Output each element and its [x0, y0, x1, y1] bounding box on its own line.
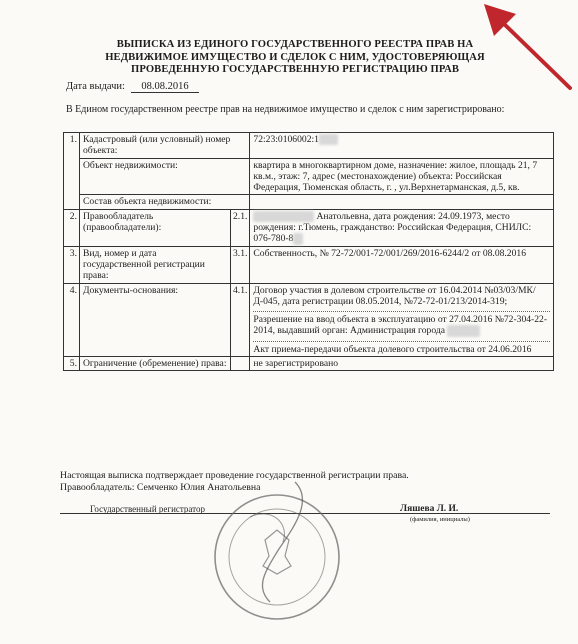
sub-number: 4.1.: [231, 283, 250, 356]
official-stamp-icon: [195, 462, 360, 627]
redaction-mark: 00: [293, 233, 303, 245]
composition-label: Состав объекта недвижимости:: [80, 195, 250, 209]
document-permit: Разрешение на ввод объекта в эксплуатацию от 27.04.2016 №72-304-22-2014, выдавший орган: Администрация города Тюмени: [253, 311, 550, 337]
document-title: [60, 39, 530, 77]
encumbrance-value: не зарегистрировано: [250, 357, 554, 371]
title-line-2: НЕДВИЖИМОЕ ИМУЩЕСТВО И СДЕЛОК С НИМ, УДОСТОВЕРЯЮЩАЯ: [105, 51, 485, 63]
documents-value: [250, 283, 554, 356]
row-number: 5.: [64, 357, 80, 371]
registrar-caption: (фамилия, инициалы): [410, 516, 470, 523]
table-row: [64, 246, 554, 283]
issue-date-label: Дата выдачи:: [66, 81, 125, 92]
red-arrow-icon: [470, 0, 578, 95]
row-number: 1.: [64, 133, 80, 210]
table-row: [64, 357, 554, 371]
table-row: [64, 209, 554, 246]
registry-table: [63, 132, 554, 371]
sub-number: 2.1.: [231, 209, 250, 246]
issue-date-value: 08.08.2016: [131, 81, 199, 93]
row-number: 2.: [64, 209, 80, 246]
table-row: [64, 133, 554, 159]
row-number: 4.: [64, 283, 80, 356]
composition-value: [250, 195, 554, 209]
intro-text: В Едином государственном реестре прав на недвижимое имущество и сделок с ним зарегистрировано:: [66, 104, 505, 115]
redaction-mark: 0000: [318, 134, 339, 145]
registrar-name: Ляшева Л. И.: [400, 504, 459, 514]
redaction-mark: Иванова Юлия: [253, 210, 315, 222]
object-value: квартира в многоквартирном доме, назначение: жилое, площадь 21, 7 кв.м., этаж: 7, адрес (местонахождение) объекта: Российская Федерация, Тюменская область, г. , ул.Верхнетарманская, д.5, кв.: [250, 158, 554, 195]
holder-label: Правообладатель (правообладатели):: [80, 209, 231, 246]
object-label: Объект недвижимости:: [80, 158, 250, 195]
document-act: Акт приема-передачи объекта долевого строительства от 24.06.2016: [253, 341, 550, 355]
title-line-3: ПРОВЕДЕННУЮ ГОСУДАРСТВЕННУЮ РЕГИСТРАЦИЮ ПРАВ: [130, 64, 459, 75]
confirm-text: Настоящая выписка подтверждает проведение государственной регистрации права.: [60, 470, 409, 481]
registrar-label: Государственный регистратор: [90, 504, 206, 514]
holder-value: Иванова Юлия Анатольевна, дата рождения: 24.09.1973, место рождения: г.Тюмень, гражданство: Российская Федерация, СНИЛС: 076-780-800: [250, 209, 554, 246]
right-value: Собственность, № 72-72/001-72/001/269/2016-6244/2 от 08.08.2016: [250, 246, 554, 283]
cadastral-value: 72:23:0106002:10000: [250, 133, 554, 159]
issue-date-line: [66, 81, 199, 93]
sub-number: 3.1.: [231, 246, 250, 283]
table-row: [64, 195, 554, 209]
row-number: 3.: [64, 246, 80, 283]
cadastral-label: Кадастровый (или условный) номер объекта:: [80, 133, 250, 159]
holder-text: Правообладатель: Семченко Юлия Анатольевна: [60, 482, 261, 493]
encumbrance-label: Ограничение (обременение) права:: [80, 357, 231, 371]
table-row: [64, 158, 554, 195]
redaction-mark: Тюмени: [447, 325, 481, 337]
title-line-1: ВЫПИСКА ИЗ ЕДИНОГО ГОСУДАРСТВЕННОГО РЕЕСТРА ПРАВ НА: [116, 39, 474, 50]
documents-label: Документы-основания:: [80, 283, 231, 356]
table-row: [64, 283, 554, 356]
document-contract: Договор участия в долевом строительстве от 16.04.2014 №03/03/МК/Д-045, дата регистрации 08.05.2014, №72-72-01/213/2014-319;: [253, 284, 536, 307]
right-label: Вид, номер и дата государственной регистрации права:: [80, 246, 231, 283]
